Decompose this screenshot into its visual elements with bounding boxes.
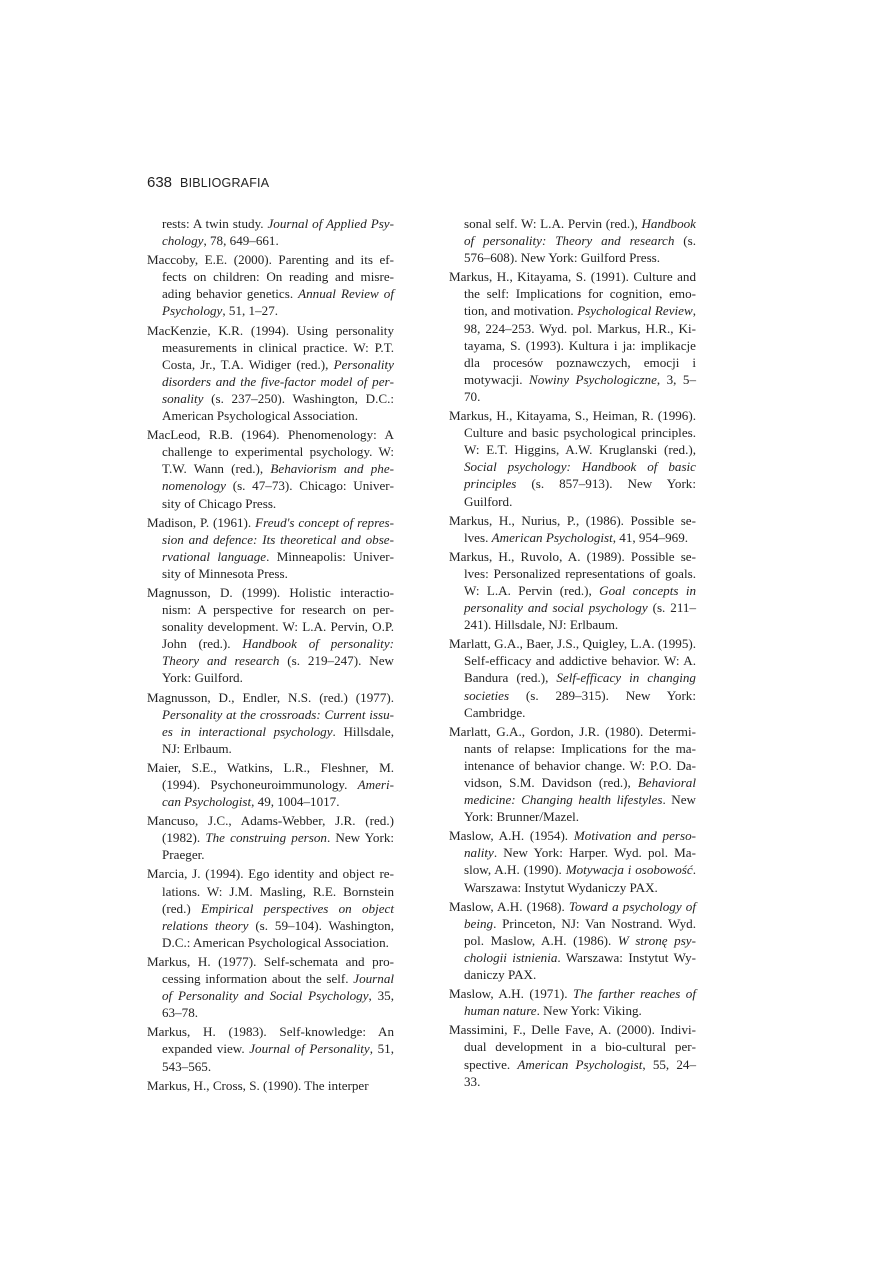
entry-text: , 51, 1–27.: [222, 303, 279, 319]
entry-title: Personality at the crossroads: Current issues in interactional psychology: [162, 706, 394, 739]
entry-title: Social psychology: Handbook of basic principles: [464, 459, 696, 492]
entry-text: Maslow, A.H. (1954).: [449, 828, 574, 844]
bibliography-entry: [449, 268, 696, 405]
entry-title: Behaviorism and phenomenology: [162, 461, 395, 494]
bibliography-entry: [449, 215, 696, 266]
entry-text: Markus, H., Ruvolo, A. (1989). Possible selves: Personalized representations of goals. W: L.A. Pervin (red.),: [449, 548, 696, 598]
entry-text: , 98, 224–253. Wyd. pol. Markus, H.R., Kitayama, S. (1993). Kultura i ja: implikacje dla procesów poznawczych, emocji i motywacji.: [464, 303, 696, 387]
bibliography-entry: [449, 635, 696, 720]
entry-text: . Warszawa: Instytut Wydaniczy PAX.: [464, 862, 696, 895]
entry-text: (s. 59–104). Washington, D.C.: American Psychological Association.: [162, 917, 395, 950]
entry-text: Mancuso, J.C., Adams-Webber, J.R. (red.) (1982).: [147, 813, 394, 846]
page-number: 638: [147, 174, 173, 191]
bibliography-entry: [147, 1077, 394, 1094]
bibliography-entry: [449, 548, 696, 633]
running-head: BIBLIOGRAFIA: [180, 176, 270, 190]
bibliography-entry: [147, 514, 394, 582]
entry-text: , 49, 1004–1017.: [251, 794, 340, 810]
bibliography-entry: [449, 898, 696, 983]
bibliography-entry: [147, 689, 394, 757]
entry-text: . New York: Praeger.: [162, 830, 395, 863]
entry-text: Maslow, A.H. (1968).: [449, 898, 569, 914]
entry-title: Self-efficacy in changing societies: [464, 670, 696, 703]
bibliography-entry: [147, 251, 394, 319]
entry-text: , 3, 5–70.: [464, 371, 696, 404]
entry-title: Empirical perspectives on object relations theory: [162, 900, 394, 933]
entry-title: Annual Review of Psychology: [162, 286, 394, 319]
entry-title: The farther reaches of human nature: [464, 986, 696, 1019]
entry-text: Markus, H., Nurius, P., (1986). Possible selves.: [449, 512, 696, 545]
entry-text: sonal self. W: L.A. Pervin (red.),: [464, 216, 642, 231]
entry-title: Handbook of personality: Theory and research: [464, 216, 696, 249]
entry-text: (s. 47–73). Chicago: University of Chicago Press.: [162, 478, 394, 511]
entry-title: Handbook of personality: Theory and research: [162, 636, 394, 669]
entry-title: Toward a psychology of being: [464, 898, 696, 931]
entry-text: , 55, 24–33.: [464, 1056, 696, 1089]
entry-text: (s. 211–241). Hillsdale, NJ: Erlbaum.: [464, 600, 696, 633]
entry-text: . New York: Brunner/Mazel.: [464, 792, 696, 825]
bibliography-entry: [449, 985, 696, 1019]
entry-text: Maslow, A.H. (1971).: [449, 986, 574, 1002]
entry-text: rests: A twin study.: [162, 216, 268, 231]
entry-title: Motivation and personality: [464, 828, 696, 861]
entry-text: MacLeod, R.B. (1964). Phenomenology: A challenge to experimental psychology. W: T.W. Wann (red.),: [147, 427, 394, 477]
entry-text: (s. 219–247). New York: Guilford.: [162, 653, 394, 686]
entry-title: Journal of Personality and Social Psychology: [162, 971, 394, 1004]
entry-text: (s. 576–608). New York: Guilford Press.: [464, 233, 696, 266]
bibliography-entry: [147, 865, 394, 950]
entry-text: . Princeton, NJ: Van Nostrand. Wyd. pol. Maslow, A.H. (1986).: [464, 915, 696, 948]
bibliography-column-left: [147, 215, 394, 1096]
entry-title: Freud's concept of repression and defence: Its theoretical and observational language: [162, 514, 394, 564]
bibliography-entry: [147, 584, 394, 687]
entry-text: Marcia, J. (1994). Ego identity and object relations. W: J.M. Masling, R.E. Bornstein (red.): [147, 866, 394, 916]
bibliography-entry: [449, 512, 696, 546]
bibliography-entry: [147, 426, 394, 511]
bibliography-entry: [449, 827, 696, 895]
entry-title: Behavioral medicine: Changing health lifestyles: [464, 775, 696, 808]
entry-text: Markus, H., Cross, S. (1990). The interper: [147, 1077, 369, 1093]
bibliography-entry: [147, 953, 394, 1021]
entry-title: Journal of Applied Psychology: [162, 216, 394, 249]
entry-text: , 35, 63–78.: [162, 988, 394, 1021]
entry-text: Maccoby, E.E. (2000). Parenting and its effects on children: On reading and misreading behavior genetics.: [147, 252, 394, 302]
entry-title: W stronę psychologii istnienia: [464, 932, 696, 965]
bibliography-entry: [449, 1021, 696, 1089]
entry-title: Goal concepts in personality and social psychology: [464, 582, 696, 616]
entry-text: Magnusson, D., Endler, N.S. (red.) (1977).: [147, 689, 394, 705]
entry-text: Magnusson, D. (1999). Holistic interactionism: A perspective for research on personality development. W: L.A. Pervin, O.P. John (red.).: [147, 584, 394, 652]
entry-text: , 78, 649–661.: [203, 233, 279, 249]
entry-text: . Hillsdale, NJ: Erlbaum.: [162, 723, 394, 756]
entry-title: American Psychologist: [162, 777, 394, 810]
entry-text: Markus, H., Kitayama, S., Heiman, R. (1996). Culture and basic psychological principles. W: E.T. Higgins, A.W. Kruglanski (red.),: [449, 408, 696, 458]
entry-text: Markus, H., Kitayama, S. (1991). Culture and the self: Implications for cognition, emotion, and motivation.: [449, 269, 696, 319]
entry-text: Maier, S.E., Watkins, L.R., Fleshner, M. (1994). Psychoneuroimmunology.: [147, 759, 394, 792]
bibliography-entry: [147, 215, 394, 249]
entry-text: . New York: Harper. Wyd. pol. Maslow, A.H. (1990).: [464, 845, 696, 878]
entry-title: Journal of Personality: [249, 1041, 370, 1057]
entry-title: American Psychologist: [517, 1056, 643, 1072]
entry-text: , 51, 543–565.: [162, 1041, 394, 1074]
entry-text: Marlatt, G.A., Gordon, J.R. (1980). Determinants of relapse: Implications for the maintenance of behavior change. W: P.O. Davidson, S.M. Davidson (red.),: [449, 723, 696, 790]
entry-title: Motywacja i osobowość: [565, 862, 693, 878]
page-header: [147, 174, 269, 191]
entry-text: (s. 289–315). New York: Cambridge.: [464, 687, 696, 720]
entry-title: American Psychologist: [491, 529, 613, 545]
entry-text: Marlatt, G.A., Baer, J.S., Quigley, L.A. (1995). Self-efficacy and addictive behavior. W: A. Bandura (red.),: [449, 636, 696, 686]
entry-title: Personality disorders and the five-factor model of personality: [162, 356, 394, 406]
bibliography-entry: [147, 1023, 394, 1074]
entry-text: Markus, H. (1983). Self-knowledge: An expanded view.: [147, 1024, 394, 1057]
bibliography-entry: [147, 759, 394, 810]
entry-text: Madison, P. (1961).: [147, 514, 256, 530]
bibliography-entry: [147, 812, 394, 863]
bibliography-entry: [449, 407, 696, 510]
entry-text: . New York: Viking.: [536, 1003, 642, 1019]
entry-text: (s. 857–913). New York: Guilford.: [464, 476, 696, 509]
bibliography-entry: [449, 723, 696, 826]
entry-text: MacKenzie, K.R. (1994). Using personality measurements in clinical practice. W: P.T. Costa, Jr., T.A. Widiger (red.),: [147, 322, 394, 372]
entry-text: (s. 237–250). Washington, D.C.: American Psychological Association.: [162, 390, 394, 424]
entry-title: The construing person: [205, 830, 327, 846]
entry-title: Nowiny Psychologiczne: [529, 371, 657, 387]
entry-text: Massimini, F., Delle Fave, A. (2000). Individual development in a bio-cultural perspective.: [449, 1022, 696, 1072]
bibliography-column-right: [449, 215, 696, 1092]
entry-text: . Warszawa: Instytut Wydaniczy PAX.: [464, 949, 696, 983]
bibliography-entry: [147, 322, 394, 425]
entry-text: . Minneapolis: University of Minnesota Press.: [162, 548, 394, 581]
entry-title: Psychological Review: [577, 303, 693, 319]
entry-text: Markus, H. (1977). Self-schemata and processing information about the self.: [147, 953, 394, 987]
entry-text: , 41, 954–969.: [612, 529, 689, 545]
